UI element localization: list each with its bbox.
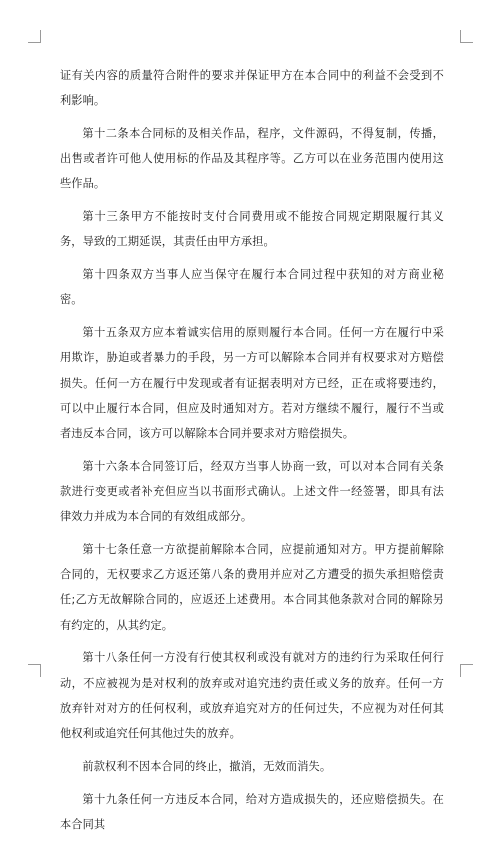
paragraph-article-12: 第十二条本合同标的及相关作品，程序，文件源码，不得复制，传播，出售或者许可他人使用标的作品及其程序等。乙方可以在业务范围内使用这些作品。	[60, 127, 444, 191]
document-body	[60, 63, 444, 845]
paragraph-article-15: 第十五条双方应本着诚实信用的原则履行本合同。任何一方在履行中采用欺诈，胁迫或者暴力的手段，另一方可以解除本合同并有权要求对方赔偿损失。任何一方在履行中发现或者有证据表明对方已经，正在或将要违约，可以中止履行本合同，但应及时通知对方。若对方继续不履行，履行不当或者违反本合同，该方可以解除本合同并要求对方赔偿损失。	[60, 326, 444, 441]
crop-mark-bottom-right	[460, 664, 473, 677]
paragraph-article-14: 第十四条双方当事人应当保守在履行本合同过程中获知的对方商业秘密。	[60, 268, 444, 307]
paragraph-article-17: 第十七条任意一方欲提前解除本合同，应提前通知对方。甲方提前解除合同的，无权要求乙方返还第八条的费用并应对乙方遭受的损失承担赔偿责任;乙方无故解除合同的，应返还上述费用。本合同其他条款对合同的解除另有约定的，从其约定。	[60, 543, 444, 632]
paragraph-article-16: 第十六条本合同签订后，经双方当事人协商一致，可以对本合同有关条款进行变更或者补充但应当以书面形式确认。上述文件一经签署，即具有法律效力并成为本合同的有效组成部分。	[60, 459, 444, 524]
crop-mark-top-right	[460, 30, 473, 43]
paragraph-article-13: 第十三条甲方不能按时支付合同费用或不能按合同规定期限履行其义务，导致的工期延误，其责任由甲方承担。	[60, 210, 444, 249]
crop-mark-top-left	[28, 30, 41, 43]
paragraph-article-19: 第十九条任何一方违反本合同，给对方造成损失的，还应赔偿损失。在本合同其	[60, 792, 444, 831]
paragraph-rights-note: 前款权利不因本合同的终止，撤消，无效而消失。	[82, 759, 332, 773]
paragraph-continuation: 证有关内容的质量符合附件的要求并保证甲方在本合同中的利益不会受到不利影响。	[60, 69, 444, 108]
crop-mark-bottom-left	[28, 664, 41, 677]
paragraph-article-18: 第十八条任何一方没有行使其权利或没有就对方的违约行为采取任何行动，不应被视为是对权利的放弃或对追究违约责任或义务的放弃。任何一方放弃针对对方的任何权利，或放弃追究对方的任何过失，不应视为对任何其他权利或追究任何其他过失的放弃。	[60, 651, 444, 741]
